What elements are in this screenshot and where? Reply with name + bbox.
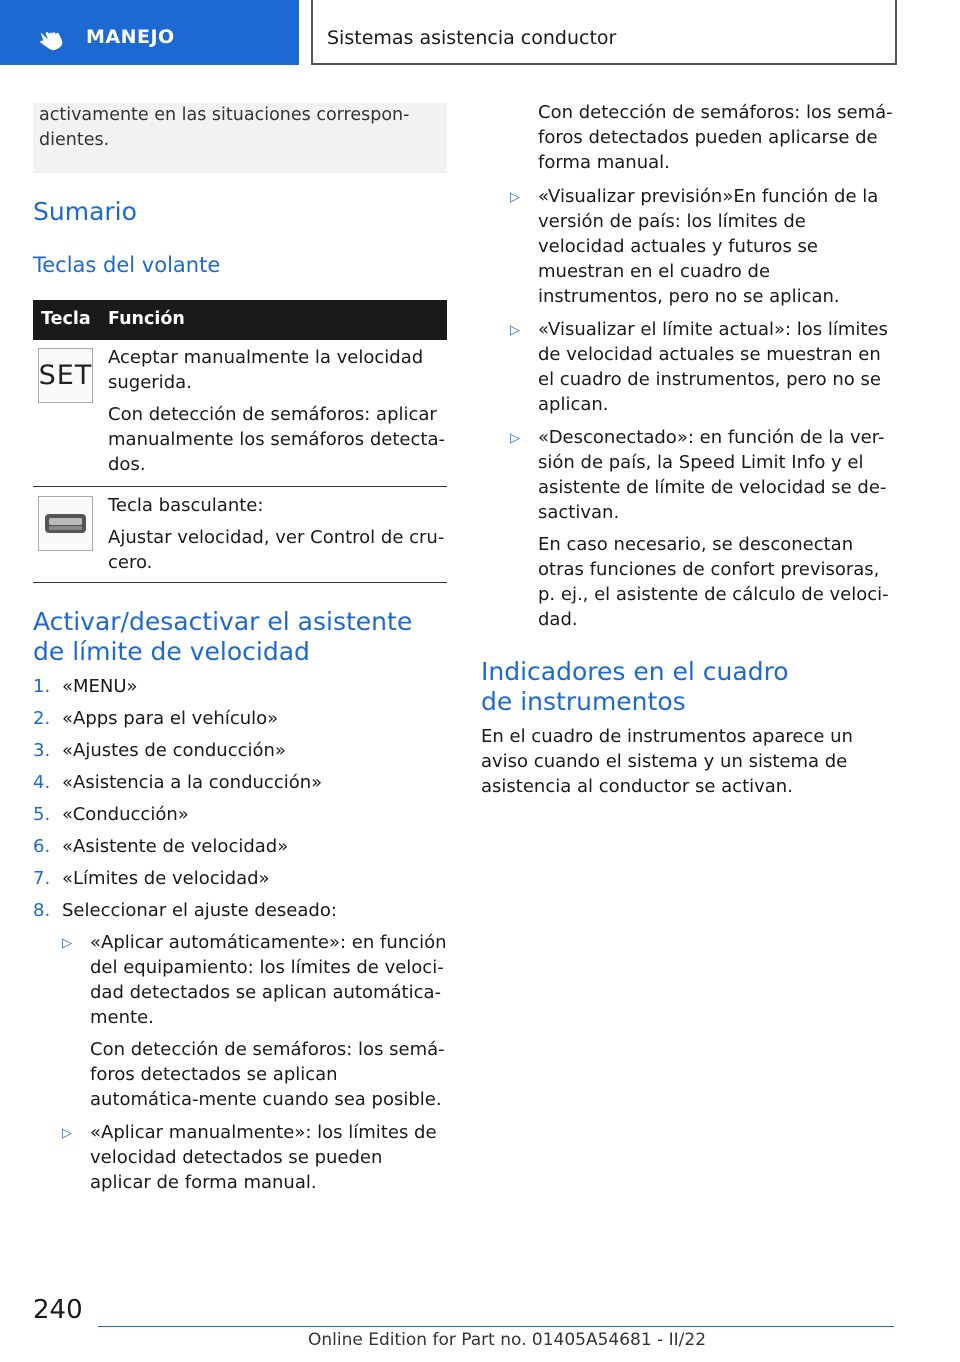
table-header: [33, 300, 447, 340]
bullet-icon: ▷: [510, 431, 520, 446]
step-number: 1.: [33, 676, 51, 697]
note-text: activamente en las situaciones correspon- dientes.: [39, 105, 410, 150]
step-text: «MENU»: [62, 676, 138, 697]
section-tab: [0, 0, 299, 65]
step-text: «Asistente de velocidad»: [62, 836, 289, 857]
table-row-1-text1: Aceptar manualmente la velocidad sugerida.: [108, 347, 424, 393]
step-number: 7.: [33, 868, 51, 889]
bullet-icon: ▷: [62, 1126, 72, 1141]
bullet-icon: ▷: [62, 936, 72, 951]
indicators-text: En el cuadro de instrumentos aparece un aviso cuando el sistema y un sistema de asistencia al conductor se activan.: [481, 726, 853, 797]
step-text: «Asistencia a la conducción»: [62, 772, 323, 793]
indicators-heading: Indicadores en el cuadro de instrumentos: [481, 657, 789, 716]
edition-label: Online Edition for Part no. 01405A54681 - II/22: [308, 1330, 707, 1350]
step-text: «Ajustes de conducción»: [62, 740, 286, 761]
option-auto-extra: Con detección de semáforos: los semá-foros detectados se aplican automática-mente cuando sea posible.: [90, 1039, 445, 1110]
set-key-label: SET: [38, 360, 93, 391]
step-number: 5.: [33, 804, 51, 825]
step-number: 4.: [33, 772, 51, 793]
step-text: «Límites de velocidad»: [62, 868, 270, 889]
table-row-2-text1: Tecla basculante:: [108, 495, 264, 516]
step-text: «Apps para el vehículo»: [62, 708, 279, 729]
step-text: «Conducción»: [62, 804, 189, 825]
table-row-divider: [33, 486, 447, 487]
footer-rule: [98, 1326, 894, 1327]
table-row-1-text2: Con detección de semáforos: aplicar manualmente los semáforos detecta-dos.: [108, 404, 445, 475]
step-number: 2.: [33, 708, 51, 729]
bullet-icon: ▷: [510, 190, 520, 205]
option-manual-continuation: Con detección de semáforos: los semá-foros detectados pueden aplicarse de forma manual.: [538, 102, 893, 173]
table-row-2-text2: Ajustar velocidad, ver Control de cru-cero.: [108, 527, 445, 573]
table-col-function: Función: [108, 309, 185, 329]
chapter-header: [311, 0, 897, 65]
option-preview-text: «Visualizar previsión»En función de la versión de país: los límites de velocidad actuales y futuros se muestran en el cuadro de instrumentos, pero no se aplican.: [538, 186, 879, 307]
step-number: 3.: [33, 740, 51, 761]
table-col-key: Tecla: [41, 309, 91, 329]
set-key-icon: [38, 348, 93, 403]
option-auto-text: «Aplicar automáticamente»: en función del equipamiento: los límites de veloci-dad detectados se aplican automática-mente.: [90, 932, 447, 1028]
section-title: MANEJO: [86, 26, 175, 48]
step-text: Seleccionar el ajuste deseado:: [62, 900, 337, 921]
rocker-switch-icon: [38, 496, 93, 551]
hand-pointer-icon: [38, 24, 66, 52]
option-off-text: «Desconectado»: en función de la ver-sión de país, la Speed Limit Info y el asistente de límite de velocidad se de-sactivan.: [538, 427, 887, 523]
option-manual-text: «Aplicar manualmente»: los límites de velocidad detectados se pueden aplicar de forma manual.: [90, 1122, 437, 1193]
summary-heading: Sumario: [33, 197, 137, 226]
note-box: [33, 103, 447, 173]
step-number: 8.: [33, 900, 51, 921]
page-number: 240: [33, 1295, 83, 1325]
table-row-divider: [33, 582, 447, 583]
bullet-icon: ▷: [510, 323, 520, 338]
step-number: 6.: [33, 836, 51, 857]
activate-heading: Activar/desactivar el asistente de límite de velocidad: [33, 607, 413, 666]
option-off-extra: En caso necesario, se desconectan otras funciones de confort previsoras, p. ej., el asistente de cálculo de veloci-dad.: [538, 534, 889, 630]
steering-keys-heading: Teclas del volante: [33, 253, 221, 277]
option-current-text: «Visualizar el límite actual»: los límites de velocidad actuales se muestran en el cuadro de instrumentos, pero no se aplican.: [538, 319, 888, 415]
chapter-title: Sistemas asistencia conductor: [327, 27, 617, 49]
